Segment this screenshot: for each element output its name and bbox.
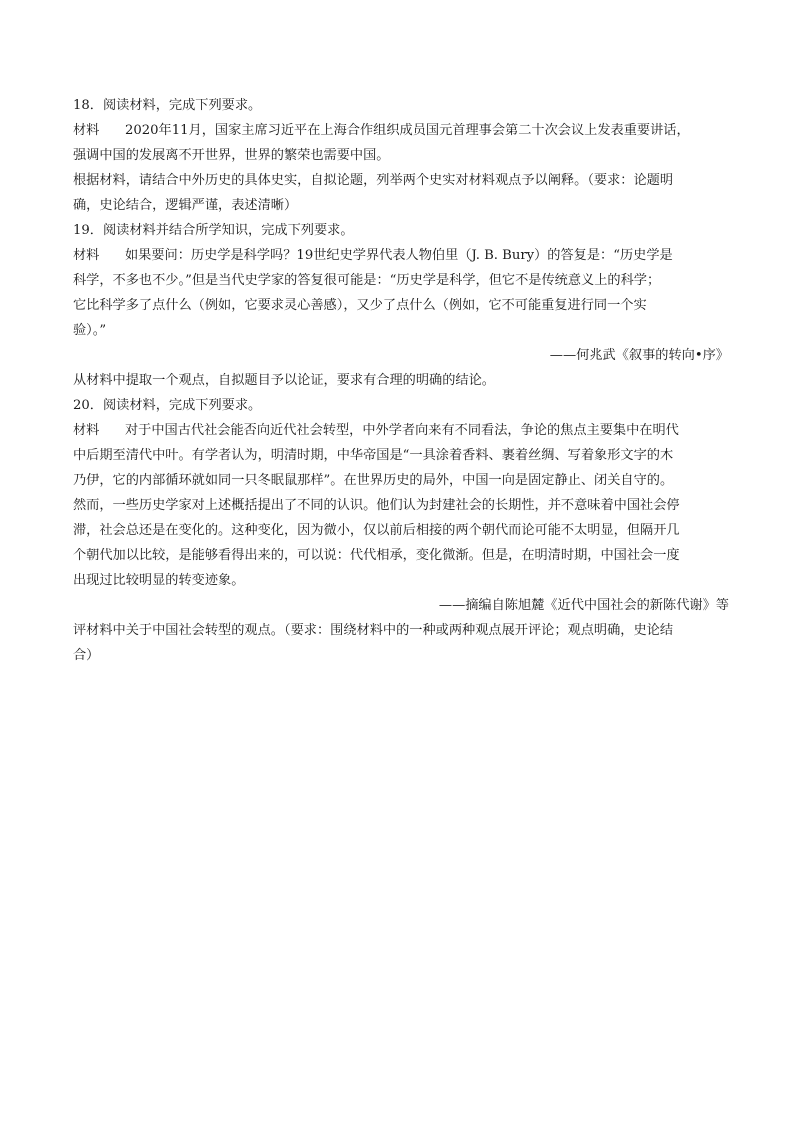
q18-task-line-2: 确，史论结合，逻辑严谨，表述清晰） <box>73 198 298 213</box>
q20-material-line-4: 然而，一些历史学家对上述概括提出了不同的认识。他们认为封建社会的长期性，并不意味着中国社会停 <box>73 498 680 513</box>
q19-task-line-1: 从材料中提取一个观点，自拟题目予以论证，要求有合理的明确的结论。 <box>73 373 495 388</box>
q18-task-line-1: 根据材料，请结合中外历史的具体史实，自拟论题，列举两个史实对材料观点予以阐释。（要求：论题明 <box>73 173 674 188</box>
q20-material-text-1: 对于中国古代社会能否向近代社会转型，中外学者向来有不同看法，争论的焦点主要集中在明代 <box>125 423 679 438</box>
q20-material-line-3: 乃伊，它的内部循环就如同一只冬眠鼠那样”。在世界历史的局外，中国一向是固定静止、闭关自守的。 <box>73 473 674 488</box>
q18-material-label: 材料 <box>73 123 100 138</box>
q19-material-line-3: 它比科学多了点什么（例如，它要求灵心善感），又少了点什么（例如，它不可能重复进行同一个实 <box>73 298 647 313</box>
q19-material-line-1 <box>73 243 729 268</box>
q20-material-line-7: 出现过比较明显的转变迹象。 <box>73 573 245 588</box>
q20-task-line-2: 合） <box>73 648 100 663</box>
q20-source: ——摘编自陈旭麓《近代中国社会的新陈代谢》等 <box>438 598 729 613</box>
q19-title: 19．阅读材料并结合所学知识，完成下列要求。 <box>73 223 354 238</box>
q18-material-line-2: 强调中国的发展离不开世界，世界的繁荣也需要中国。 <box>73 148 390 163</box>
q19-material-line-4: 验）。” <box>73 323 107 338</box>
q19-material-label: 材料 <box>73 248 100 263</box>
q20-title: 20．阅读材料，完成下列要求。 <box>73 398 262 413</box>
q20-material-line-1 <box>73 418 729 443</box>
q20-material-line-2: 中后期至清代中叶。有学者认为，明清时期，中华帝国是“一具涂着香料、裹着丝绸、写着象形文字的木 <box>73 448 674 463</box>
q19-material-text-1: 如果要问：历史学是科学吗？19世纪史学界代表人物伯里（J. B. Bury）的答复是：“历史学是 <box>125 248 673 263</box>
q18-title: 18．阅读材料，完成下列要求。 <box>73 98 262 113</box>
q18-material-text-1: 2020年11月，国家主席习近平在上海合作组织成员国元首理事会第二十次会议上发表重要讲话， <box>125 123 690 138</box>
q19-source: ——何兆武《叙事的转向•序》 <box>549 348 729 363</box>
q20-task-line-1: 评材料中关于中国社会转型的观点。（要求：围绕材料中的一种或两种观点展开评论；观点明确，史论结 <box>73 623 674 638</box>
q20-material-line-6: 个朝代加以比较，是能够看得出来的，可以说：代代相承，变化微渐。但是，在明清时期，中国社会一度 <box>73 548 680 563</box>
q20-material-label: 材料 <box>73 423 100 438</box>
q18-material-line-1 <box>73 118 729 143</box>
q19-material-line-2: 科学，不多也不少。”但是当代史学家的答复很可能是：“历史学是科学，但它不是传统意义上的科学； <box>73 273 661 288</box>
document-content <box>73 93 729 668</box>
q20-material-line-5: 滞，社会总还是在变化的。这种变化，因为微小，仅以前后相接的两个朝代而论可能不太明显，但隔开几 <box>73 523 680 538</box>
